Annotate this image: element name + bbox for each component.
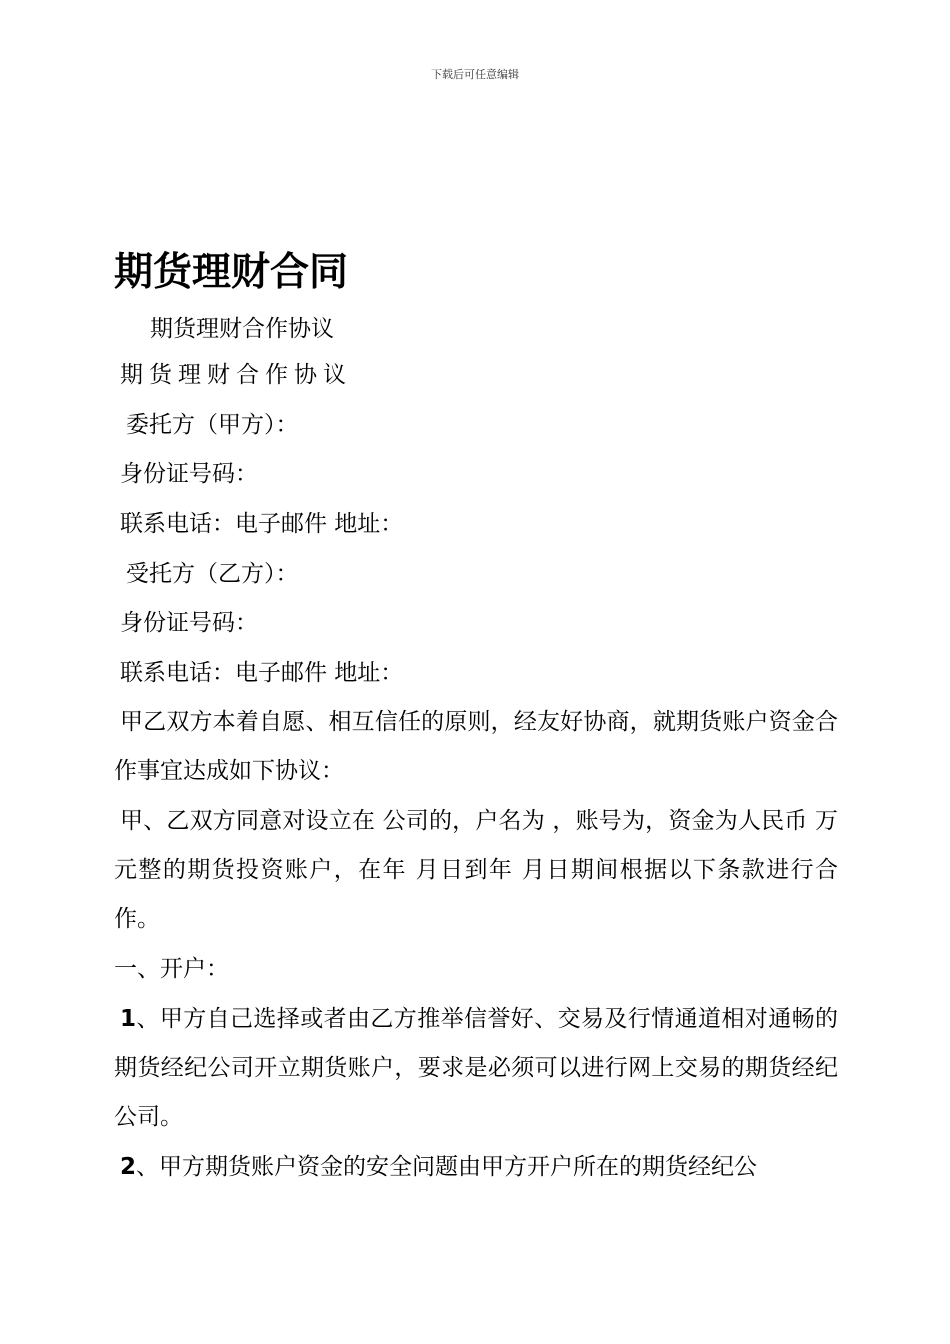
- clause-1-number: 1: [120, 1006, 137, 1032]
- header-note: 下载后可任意编辑: [431, 68, 519, 81]
- account-paragraph: 甲、乙双方同意对设立在 公司的，户名为 ，账号为，资金为人民币 万元整的期货投资账户，在年 月日到年 月日期间根据以下条款进行合作。: [114, 808, 838, 932]
- party-a-contact: 联系电话：电子邮件 地址：: [120, 511, 404, 537]
- spaced-title: 期货理财合作协议: [120, 362, 352, 388]
- clause-2-number: 2: [120, 1154, 137, 1180]
- document-title: 期货理财合同: [114, 250, 349, 295]
- party-b-label: 受托方（乙方）：: [126, 561, 299, 587]
- clause-2-text: 、甲方期货账户资金的安全问题由甲方开户所在的期货经纪公: [136, 1154, 758, 1180]
- section-one-heading: 一、开户：: [114, 956, 229, 982]
- party-a-id: 身份证号码：: [120, 461, 258, 487]
- document-subtitle: 期货理财合作协议: [150, 316, 334, 342]
- intro-paragraph: 甲乙双方本着自愿、相互信任的原则，经友好协商，就期货账户资金合作事宜达成如下协议：: [114, 709, 838, 784]
- party-b-id: 身份证号码：: [120, 610, 258, 636]
- party-a-label: 委托方（甲方）：: [126, 412, 299, 438]
- clause-1-text: 、甲方自己选择或者由乙方推举信誉好、交易及行情通道相对通畅的期货经纪公司开立期货账户，要求是必须可以进行网上交易的期货经纪公司。: [114, 1006, 838, 1130]
- clause-1: [114, 995, 838, 1142]
- clause-2: [114, 1143, 838, 1192]
- party-b-contact: 联系电话：电子邮件 地址：: [120, 660, 404, 686]
